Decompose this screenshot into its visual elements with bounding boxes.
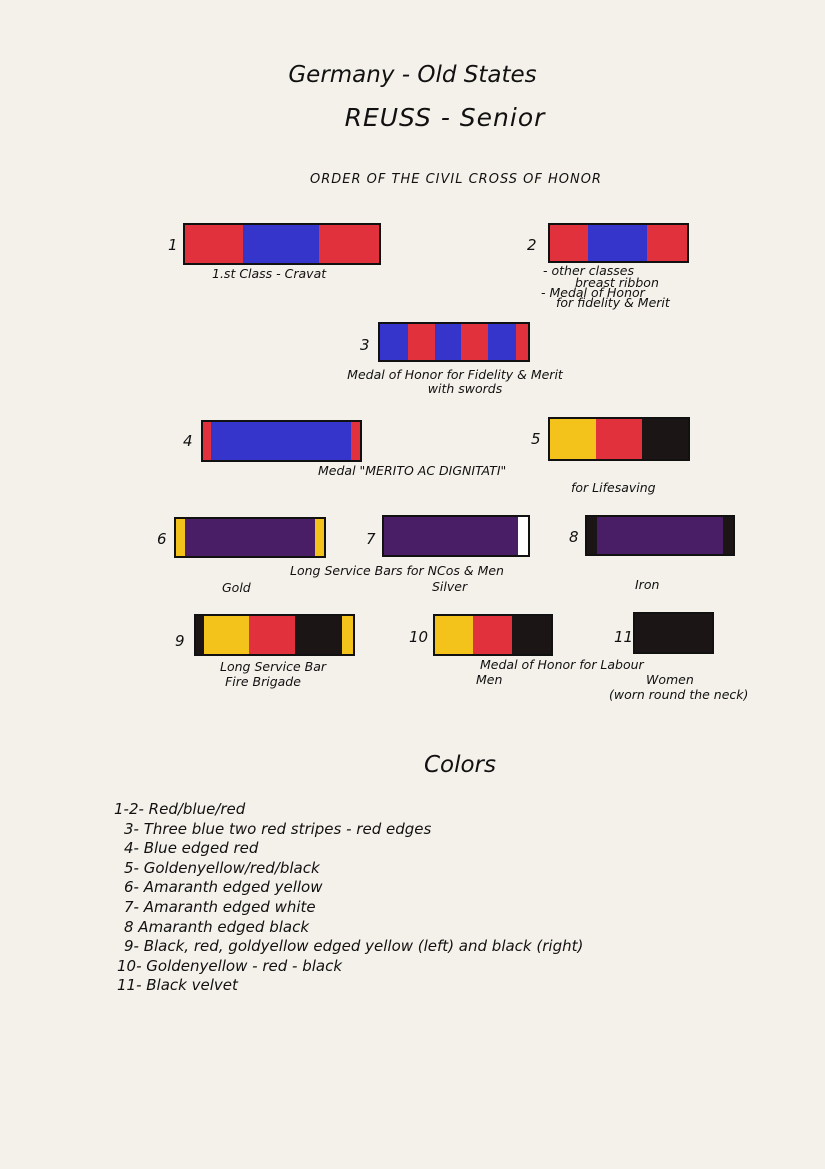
gold-label: Gold <box>222 580 251 595</box>
ribbon-stripe-black <box>723 517 733 554</box>
ribbon-stripe-red <box>550 225 588 261</box>
ribbon-number-2: 2 <box>527 236 537 254</box>
colors-item: 6- Amaranth edged yellow <box>124 878 323 897</box>
ribbon-stripe-black <box>295 616 342 654</box>
ribbon-stripe-blue <box>435 324 462 360</box>
ribbon-stripe-black <box>587 517 597 554</box>
colors-list <box>114 800 583 996</box>
colors-item: 10- Goldenyellow - red - black <box>117 956 343 975</box>
ribbon-stripe-yellow <box>550 419 596 459</box>
ribbon-stripe-red <box>516 324 528 360</box>
colors-item: 9- Black, red, goldyellow edged yellow (left) and black (right) <box>124 937 584 956</box>
ribbon-stripe-red <box>203 422 211 460</box>
ribbon-stripe-red <box>185 225 243 263</box>
colors-item: 7- Amaranth edged white <box>124 897 316 916</box>
ribbon-stripe-red <box>461 324 488 360</box>
ribbon-number-1: 1 <box>168 236 178 254</box>
ribbon-stripe-yellow <box>176 519 185 556</box>
ribbon-4-5-caption-line1: Medal "MERITO AC DIGNITATI" <box>318 463 507 478</box>
ribbon-stripe-blue <box>243 225 319 263</box>
ribbon-2-caption-line1: - other classes <box>543 263 634 278</box>
silver-label: Silver <box>432 579 468 594</box>
ribbon-number-5: 5 <box>531 430 541 448</box>
colors-heading: Colors <box>423 752 497 778</box>
ribbon-11-caption-line2: (worn round the neck) <box>609 687 749 702</box>
ribbon-stripe-blue <box>588 225 647 261</box>
ribbon-stripe-blue <box>380 324 408 360</box>
ribbon-9-caption-line2: Fire Brigade <box>225 674 301 689</box>
ribbon-number-6: 6 <box>157 530 167 548</box>
ribbon-2-caption-line3: - Medal of Honor <box>541 285 645 300</box>
ribbon-stripe-red <box>473 616 511 654</box>
ribbon-6 <box>174 517 326 558</box>
ribbon-1 <box>183 223 381 265</box>
ribbon-stripe-amaranth <box>597 517 723 554</box>
ribbon-stripe-black <box>635 614 712 652</box>
ribbon-number-3: 3 <box>360 336 370 354</box>
ribbon-11 <box>633 612 714 654</box>
ribbon-10 <box>433 614 553 656</box>
ribbon-stripe-red <box>408 324 435 360</box>
ribbon-stripe-black <box>512 616 551 654</box>
ribbon-10-caption-line2: Men <box>476 672 503 687</box>
ribbon-stripe-yellow <box>435 616 473 654</box>
ribbon-stripe-red <box>596 419 643 459</box>
ribbon-9-caption-line1: Long Service Bar <box>220 659 326 674</box>
ribbon-3 <box>378 322 530 362</box>
ribbon-9 <box>194 614 355 656</box>
colors-item: 11- Black velvet <box>117 976 238 995</box>
ribbon-5 <box>548 417 690 461</box>
ribbon-3-caption-line2: with swords <box>427 381 503 396</box>
ribbon-stripe-yellow <box>204 616 250 654</box>
ribbon-2 <box>548 223 689 263</box>
ribbon-number-7: 7 <box>366 530 376 548</box>
ribbon-10-caption-line1: Medal of Honor for Labour <box>480 657 644 672</box>
ribbon-stripe-red <box>249 616 295 654</box>
ribbon-stripe-blue <box>211 422 351 460</box>
ribbon-stripe-black <box>642 419 688 459</box>
ribbon-7 <box>382 515 530 557</box>
ribbon-stripe-red <box>351 422 360 460</box>
ribbon-stripe-amaranth <box>185 519 315 556</box>
ribbon-stripe-yellow <box>342 616 353 654</box>
ribbon-stripe-red <box>647 225 687 261</box>
ribbon-stripe-white <box>518 517 528 555</box>
ribbon-number-9: 9 <box>175 632 185 650</box>
ribbon-2-caption-line4: for fidelity & Merit <box>556 295 670 310</box>
colors-item: 5- Goldenyellow/red/black <box>124 858 320 877</box>
order-title: ORDER OF THE CIVIL CROSS OF HONOR <box>310 172 602 187</box>
colors-item: 4- Blue edged red <box>124 839 259 858</box>
page-subtitle: REUSS - Senior <box>344 103 546 132</box>
ribbon-stripe-amaranth <box>384 517 518 555</box>
service-bars-caption: Long Service Bars for NCos & Men <box>290 563 504 578</box>
ribbon-stripe-black <box>196 616 204 654</box>
ribbon-3-caption-line1: Medal of Honor for Fidelity & Merit <box>347 367 563 382</box>
ribbon-1-caption: 1.st Class - Cravat <box>212 266 327 281</box>
ribbon-4 <box>201 420 362 462</box>
colors-item: 8 Amaranth edged black <box>124 917 310 936</box>
iron-label: Iron <box>635 577 660 592</box>
ribbon-number-8: 8 <box>569 528 579 546</box>
colors-item: 1-2- Red/blue/red <box>114 800 246 818</box>
colors-item: 3- Three blue two red stripes - red edges <box>124 819 432 838</box>
ribbon-11-caption-line1: Women <box>646 672 694 687</box>
ribbon-number-11: 11 <box>614 628 634 646</box>
ribbon-number-10: 10 <box>409 628 429 646</box>
ribbon-2-caption-line2: breast ribbon <box>575 275 659 290</box>
ribbon-8 <box>585 515 735 556</box>
ribbon-stripe-yellow <box>315 519 324 556</box>
ribbon-4-5-caption-line2: for Lifesaving <box>571 480 656 495</box>
ribbon-stripe-blue <box>488 324 516 360</box>
page-title: Germany - Old States <box>288 62 537 88</box>
ribbon-number-4: 4 <box>183 432 193 450</box>
ribbon-stripe-red <box>319 225 379 263</box>
